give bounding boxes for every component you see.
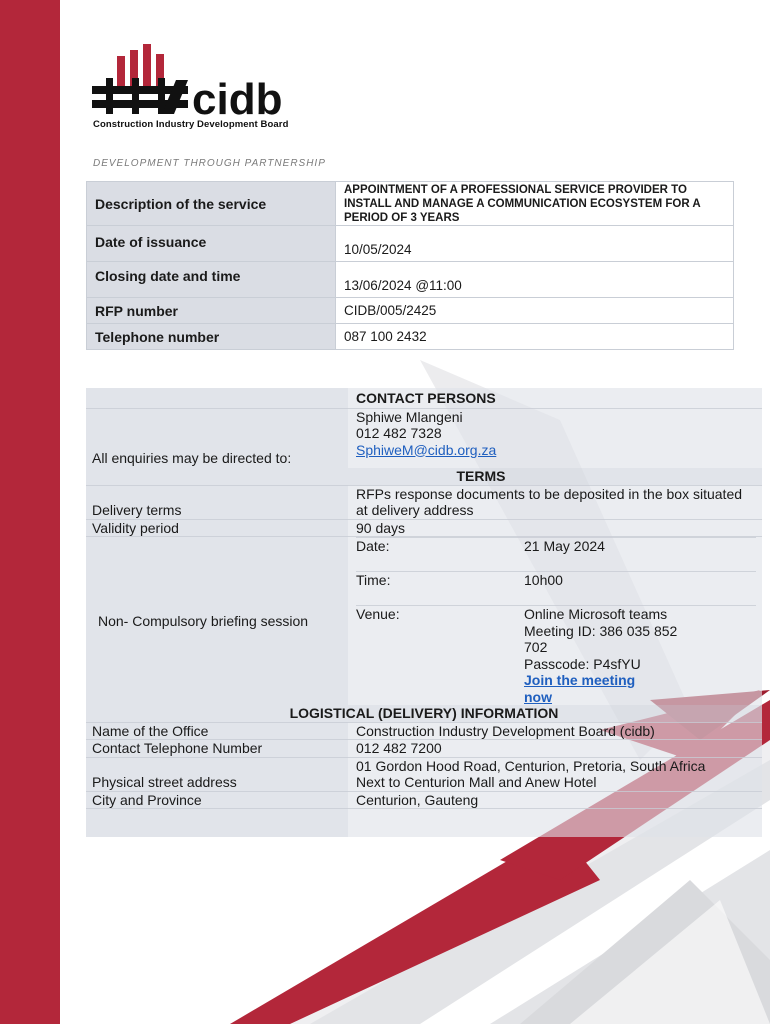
table-row	[86, 740, 762, 758]
table-row	[87, 182, 734, 226]
join-meeting-link[interactable]: Join the meeting now	[524, 672, 636, 705]
table-row	[86, 722, 762, 740]
row-label: RFP number	[87, 298, 336, 324]
briefing-date-label: Date:	[356, 538, 524, 572]
office-value: Construction Industry Development Board (cidb)	[348, 722, 762, 740]
table-row	[86, 388, 762, 408]
contact-heading: CONTACT PERSONS	[348, 388, 762, 408]
contact-label: All enquiries may be directed to:	[86, 408, 348, 468]
rfp-details-table	[86, 388, 762, 837]
logo-subtitle: Construction Industry Development Board	[93, 119, 289, 130]
table-row	[86, 757, 762, 791]
table-row	[87, 226, 734, 262]
row-value: 087 100 2432	[336, 324, 734, 350]
table-row	[87, 262, 734, 298]
contact-email-link[interactable]: SphiweM@cidb.org.za	[356, 441, 497, 458]
table-row	[86, 537, 762, 706]
row-value: 10/05/2024	[336, 226, 734, 262]
validity-value: 90 days	[348, 519, 762, 537]
table-row	[86, 791, 762, 809]
briefing-time-value: 10h00	[524, 572, 756, 606]
row-label: Telephone number	[87, 324, 336, 350]
address-line-1: 01 Gordon Hood Road, Centurion, Pretoria, South Africa	[356, 757, 706, 774]
row-value: APPOINTMENT OF A PROFESSIONAL SERVICE PROVIDER TO INSTALL AND MANAGE A COMMUNICATION ECOSYSTEM FOR A PERIOD OF 3 YEARS	[336, 182, 734, 226]
row-value: 13/06/2024 @11:00	[336, 262, 734, 298]
validity-label: Validity period	[86, 519, 348, 537]
briefing-venue-value: Online Microsoft teams	[524, 606, 668, 622]
rfp-summary-table	[86, 181, 734, 350]
delivery-terms-label: Delivery terms	[86, 485, 348, 519]
briefing-details	[356, 537, 756, 705]
logistics-heading: LOGISTICAL (DELIVERY) INFORMATION	[86, 705, 762, 722]
row-label: Date of issuance	[87, 226, 336, 262]
row-value: CIDB/005/2425	[336, 298, 734, 324]
city-value: Centurion, Gauteng	[348, 791, 762, 809]
address-label: Physical street address	[86, 757, 348, 791]
row-label: Description of the service	[87, 182, 336, 226]
table-row	[87, 324, 734, 350]
office-label: Name of the Office	[86, 722, 348, 740]
contact-phone: 012 482 7328	[356, 425, 442, 441]
tagline: DEVELOPMENT THROUGH PARTNERSHIP	[93, 158, 326, 169]
meeting-passcode: Passcode: P4sfYU	[524, 655, 641, 672]
briefing-date-value: 21 May 2024	[524, 538, 756, 572]
contact-name: Sphiwe Mlangeni	[356, 408, 463, 425]
phone-label: Contact Telephone Number	[86, 740, 348, 758]
briefing-time-label: Time:	[356, 572, 524, 606]
logo-wordmark: cidb	[192, 75, 283, 124]
address-line-2: Next to Centurion Mall and Anew Hotel	[356, 774, 597, 790]
table-row	[87, 298, 734, 324]
table-row	[86, 705, 762, 722]
briefing-venue-label: Venue:	[356, 606, 524, 706]
table-row	[86, 468, 762, 485]
delivery-terms-value: RFPs response documents to be deposited in the box situated at delivery address	[348, 485, 762, 519]
city-label: City and Province	[86, 791, 348, 809]
terms-heading: TERMS	[86, 468, 762, 485]
table-row	[86, 485, 762, 519]
meeting-id: Meeting ID: 386 035 852 702	[524, 622, 678, 655]
briefing-label: Non- Compulsory briefing session	[86, 537, 348, 706]
row-label: Closing date and time	[87, 262, 336, 298]
table-row	[86, 408, 762, 468]
phone-value: 012 482 7200	[348, 740, 762, 758]
table-row	[86, 809, 762, 837]
table-row	[86, 519, 762, 537]
